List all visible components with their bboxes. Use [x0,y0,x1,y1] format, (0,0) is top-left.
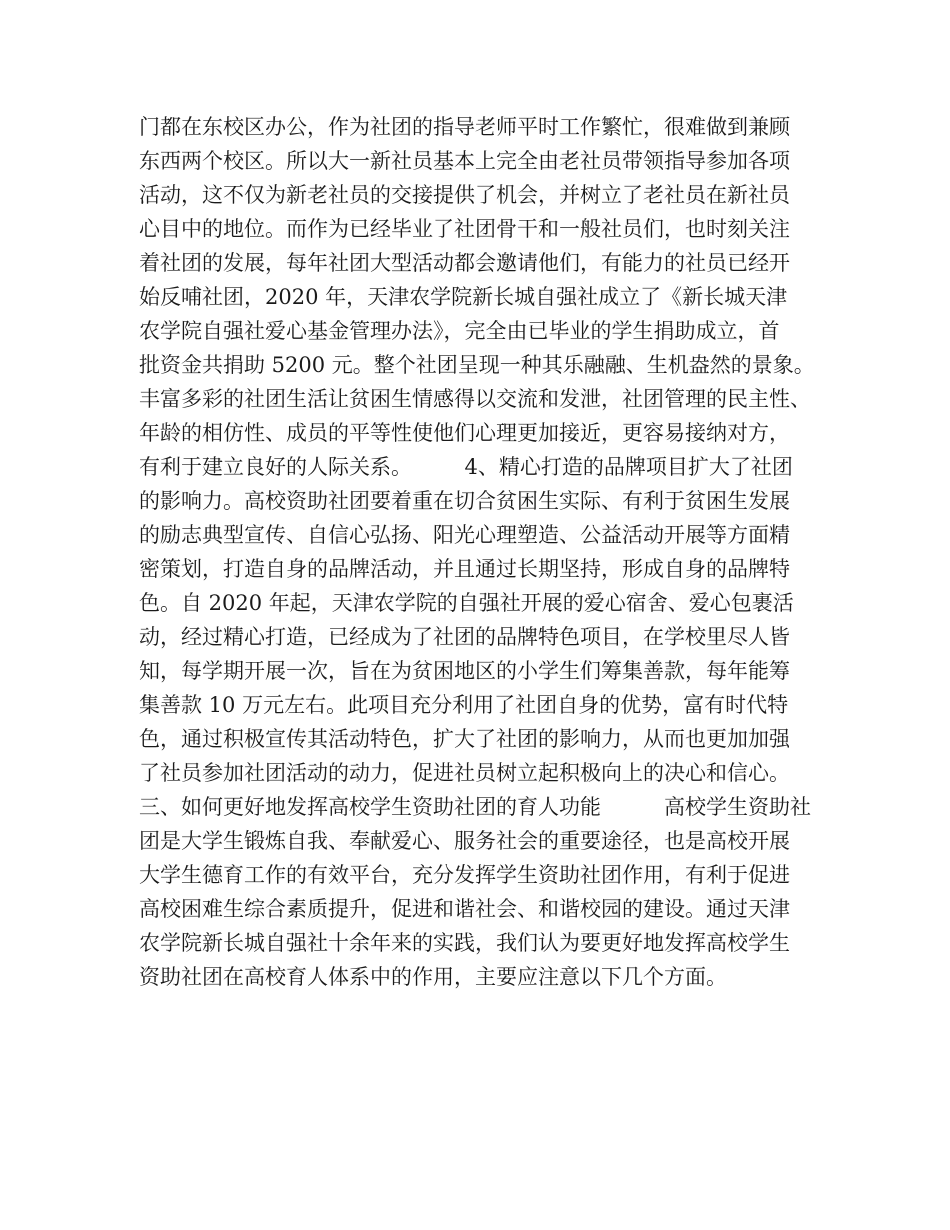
text-line: 了社员参加社团活动的动力，促进社员树立起积极向上的决心和信心。 [139,761,790,785]
body-text [139,110,839,994]
text-line: 的励志典型宣传、自信心弘扬、阳光心理塑造、公益活动开展等方面精 [139,523,790,547]
section-heading-line: 三、如何更好地发挥高校学生资助社团的育人功能 高校学生资助社 [139,795,811,819]
text-line: 团是大学生锻炼自我、奉献爱心、服务社会的重要途径，也是高校开展 [139,829,790,853]
text-line: 色。自 2020 年起，天津农学院的自强社开展的爱心宿舍、爱心包裹活 [139,591,794,615]
text-line: 始反哺社团，2020 年，天津农学院新长城自强社成立了《新长城天津 [139,285,788,309]
text-line: 色，通过积极宣传其活动特色，扩大了社团的影响力，从而也更加加强 [139,727,790,751]
text-line: 活动，这不仅为新老社员的交接提供了机会，并树立了老社员在新社员 [139,183,790,207]
text-line: 知，每学期开展一次，旨在为贫困地区的小学生们筹集善款，每年能筹 [139,659,790,683]
text-line: 的影响力。高校资助社团要着重在切合贫困生实际、有利于贫困生发展 [139,489,790,513]
text-line: 动，经过精心打造，已经成为了社团的品牌特色项目，在学校里尽人皆 [139,625,790,649]
text-line: 着社团的发展，每年社团大型活动都会邀请他们，有能力的社员已经开 [139,251,790,275]
text-line: 资助社团在高校育人体系中的作用，主要应注意以下几个方面。 [139,965,727,989]
text-line: 批资金共捐助 5200 元。整个社团呈现一种其乐融融、生机盎然的景象。 [139,353,815,377]
text-line: 门都在东校区办公，作为社团的指导老师平时工作繁忙，很难做到兼顾 [139,115,790,139]
text-line: 农学院自强社爱心基金管理办法》，完全由已毕业的学生捐助成立，首 [139,319,780,343]
text-line: 农学院新长城自强社十余年来的实践，我们认为要更好地发挥高校学生 [139,931,790,955]
text-line: 东西两个校区。所以大一新社员基本上完全由老社员带领指导参加各项 [139,149,790,173]
text-line: 集善款 10 万元左右。此项目充分利用了社团自身的优势，富有时代特 [139,693,789,717]
text-line: 丰富多彩的社团生活让贫困生情感得以交流和发泄，社团管理的民主性、 [139,387,811,411]
text-line: 大学生德育工作的有效平台，充分发挥学生资助社团作用，有利于促进 [139,863,790,887]
text-line: 有利于建立良好的人际关系。 4、精心打造的品牌项目扩大了社团 [139,455,793,479]
text-line: 心目中的地位。而作为已经毕业了社团骨干和一般社员们，也时刻关注 [139,217,790,241]
text-line: 高校困难生综合素质提升，促进和谐社会、和谐校园的建设。通过天津 [139,897,790,921]
text-line: 年龄的相仿性、成员的平等性使他们心理更加接近，更容易接纳对方， [139,421,790,445]
text-line: 密策划，打造自身的品牌活动，并且通过长期坚持，形成自身的品牌特 [139,557,790,581]
